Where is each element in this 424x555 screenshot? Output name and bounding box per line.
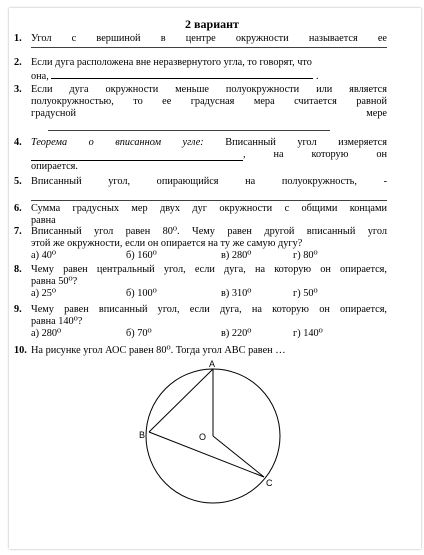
label-b: B: [139, 430, 146, 440]
label-o: O: [199, 432, 207, 442]
question-number: 1.: [14, 33, 22, 44]
question-number: 3.: [14, 84, 22, 95]
option-d[interactable]: г) 50⁰: [293, 288, 318, 299]
option-a[interactable]: а) 280⁰: [31, 328, 62, 339]
question-text: градусной: [31, 108, 77, 119]
question-text: На рисунке угол АОС равен 80⁰. Тогда угол АВС равен …: [31, 345, 286, 356]
question-number: 10.: [14, 345, 27, 356]
question-number: 2.: [14, 57, 22, 68]
option-d[interactable]: г) 140⁰: [293, 328, 323, 339]
question-text: , на которую он: [243, 149, 387, 160]
question-number: 6.: [14, 203, 22, 214]
question-text: Если дугa окружности меньше полуокружности или является: [31, 84, 387, 95]
question-number: 8.: [14, 264, 22, 275]
question-text: опирается.: [31, 161, 78, 172]
option-a[interactable]: а) 40⁰: [31, 250, 56, 261]
question-text: Вписанный угол измеряется: [225, 137, 387, 148]
label-c: C: [266, 478, 273, 488]
page-title: 2 вариант: [185, 17, 239, 31]
option-a[interactable]: а) 25⁰: [31, 288, 56, 299]
question-number: 4.: [14, 137, 22, 148]
question-number: 5.: [14, 176, 22, 187]
option-b[interactable]: б) 100⁰: [126, 288, 157, 299]
question-text: она,: [31, 71, 49, 82]
question-number: 9.: [14, 304, 22, 315]
question-text: мере: [366, 108, 387, 119]
question-text: Сумма градусных мер двух дуг окружности с общими концами: [31, 203, 387, 214]
chord-ab: [149, 369, 213, 432]
question-text: равна 50⁰?: [31, 276, 78, 287]
question-number: 7.: [14, 226, 22, 237]
question-text: этой же окружности, если он опирается на ту же самую дугу?: [31, 238, 303, 249]
option-c[interactable]: в) 280⁰: [221, 250, 252, 261]
question-text: Вписанный угол, опирающийся на полуокружность, -: [31, 176, 387, 187]
question-text: равна: [31, 215, 56, 226]
option-b[interactable]: б) 70⁰: [126, 328, 152, 339]
question-text: Угол с вершиной в центре окружности называется ее: [31, 33, 387, 44]
radius-oc: [213, 436, 264, 477]
label-a: A: [209, 359, 216, 369]
question-text: Чему равен вписанный угол, если дуга, на которую он опирается,: [31, 304, 387, 315]
option-c[interactable]: в) 310⁰: [221, 288, 252, 299]
question-text: Вписанный угол равен 80⁰. Чему равен другой вписанный угол: [31, 226, 387, 237]
question-text: полуокружностью, то ее градусная мера считается равной: [31, 96, 387, 107]
question-text: Чему равен центральный угол, если дуга, на которую он опирается,: [31, 264, 387, 275]
option-d[interactable]: г) 80⁰: [293, 250, 318, 261]
question-text: равна 140⁰?: [31, 316, 83, 327]
chord-bc: [149, 432, 264, 477]
question-text: Если дуга расположена вне неразвернутого угла, то говорят, что: [31, 57, 312, 68]
question-text: .: [315, 71, 319, 82]
option-b[interactable]: б) 160⁰: [126, 250, 157, 261]
option-c[interactable]: в) 220⁰: [221, 328, 252, 339]
theorem-title: Теорема о вписанном угле:: [31, 137, 204, 148]
